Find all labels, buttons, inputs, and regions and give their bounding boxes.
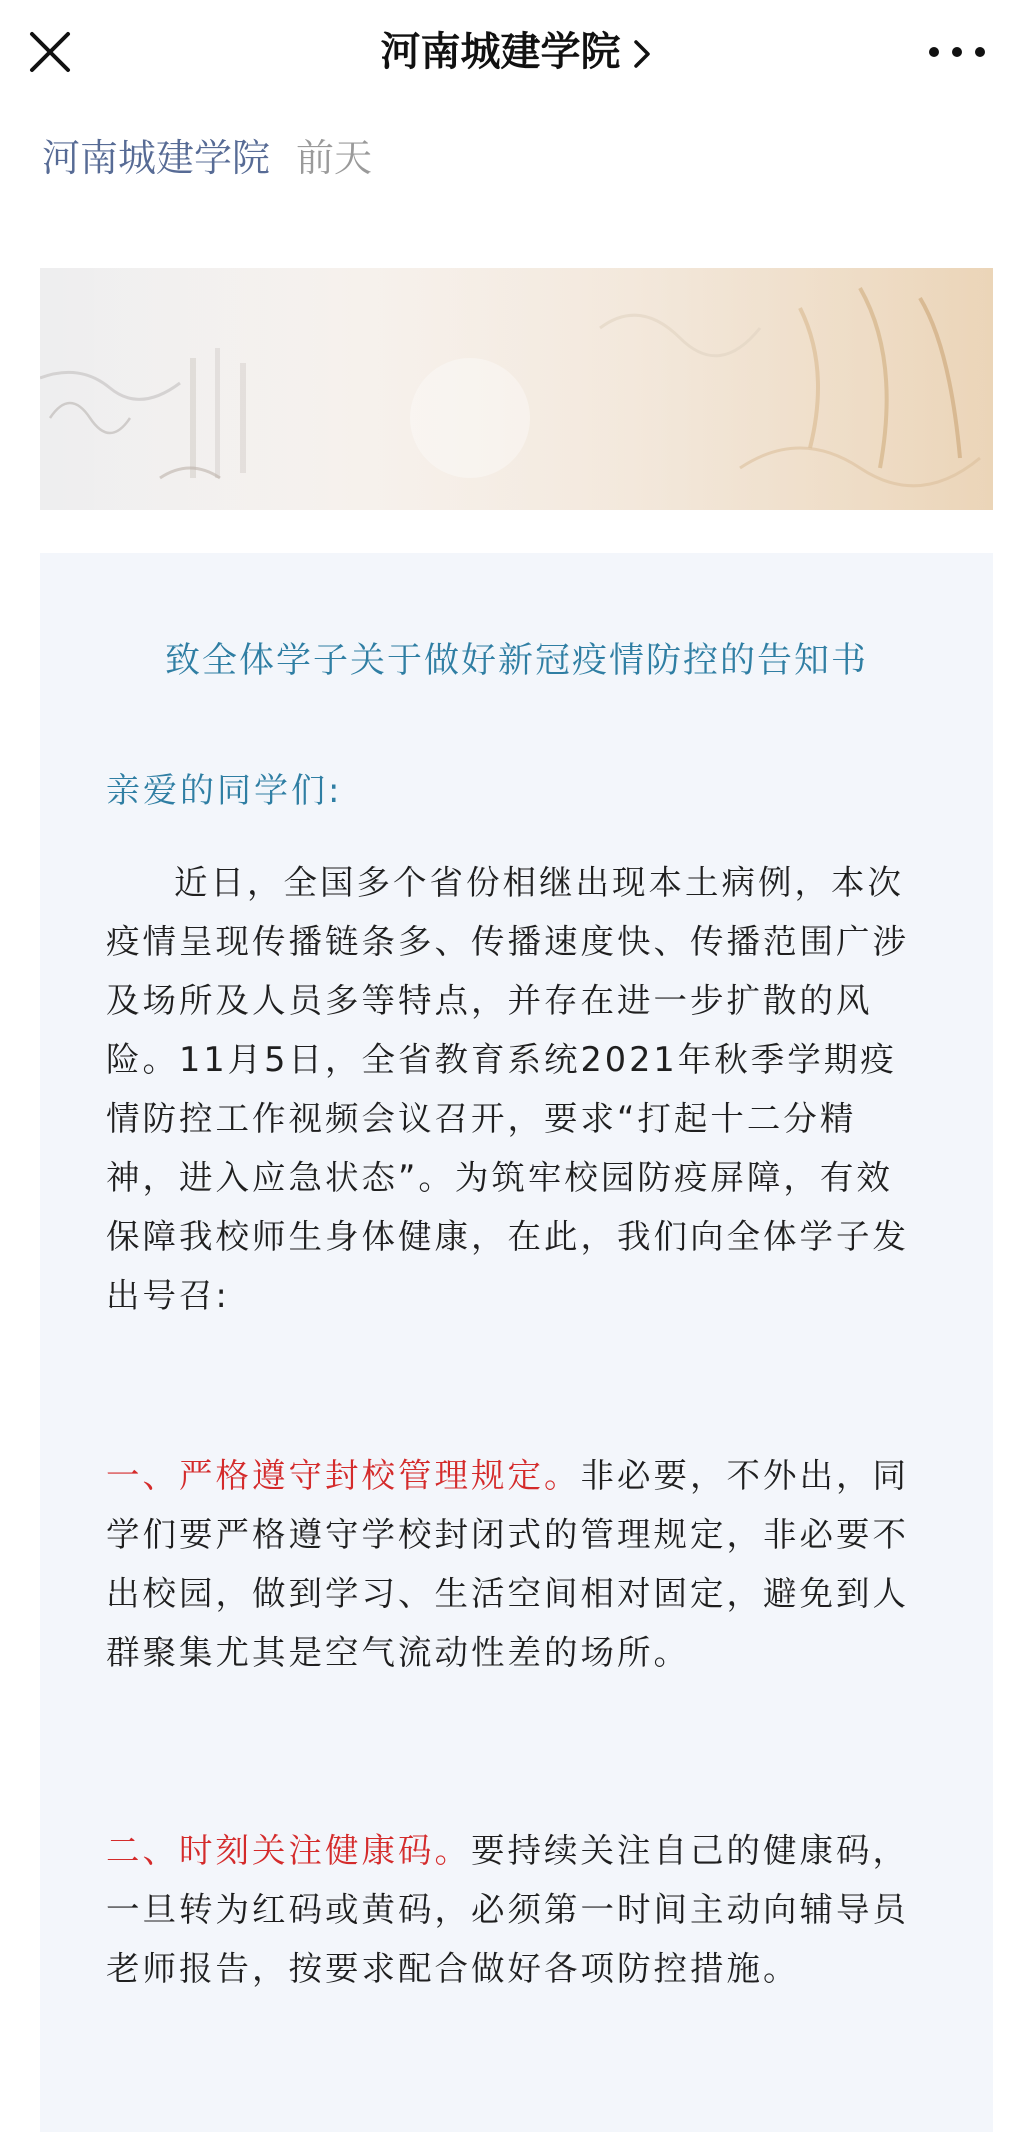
header-banner-image xyxy=(40,268,993,510)
close-button[interactable] xyxy=(22,24,78,80)
intro-paragraph: 近日，全国多个省份相继出现本土病例，本次疫情呈现传播链条多、传播速度快、传播范围广涉及场所及人员多等特点，并存在进一步扩散的风险。11月5日，全省教育系统2021年秋季学期疫情防控工作视频会议召开，要求“打起十二分精神，进入应急状态”。为筑牢校园防疫屏障，有效保障我校师生身体健康，在此，我们向全体学子发出号召: xyxy=(106,863,909,1315)
section-two-body: 要持续关注自己的健康码，一旦转为红码或黄码，必须第一时间主动向辅导员老师报告，按要求配合做好各项防控措施。 xyxy=(106,1831,909,1988)
account-name-link[interactable] xyxy=(381,29,653,75)
article-meta xyxy=(42,130,372,186)
close-icon xyxy=(22,24,78,80)
nav-title xyxy=(0,22,1033,82)
nav-title-text: 河南城建学院 xyxy=(380,29,621,75)
letter-title: 致全体学子关于做好新冠疫情防控的告知书 xyxy=(164,641,868,681)
banner-artwork xyxy=(40,268,993,510)
section-one-body: 非必要，不外出，同学们要严格遵守学校封闭式的管理规定，非必要不出校园，做到学习、生活空间相对固定，避免到人群聚集尤其是空气流动性差的场所。 xyxy=(106,1456,909,1672)
section-one-heading: 一、严格遵守封校管理规定。 xyxy=(106,1456,581,1495)
salutation: 亲爱的同学们: xyxy=(106,771,343,811)
section-one-paragraph xyxy=(106,1446,926,1682)
publish-date: 前天 xyxy=(296,136,373,180)
section-two-paragraph xyxy=(106,1821,926,1998)
section-two-heading: 二、时刻关注健康码。 xyxy=(106,1831,471,1870)
more-options-button[interactable] xyxy=(922,30,992,74)
chevron-right-icon xyxy=(631,37,653,71)
more-dots-icon xyxy=(922,30,992,74)
notice-letter xyxy=(40,553,993,2132)
top-navigation-bar xyxy=(0,0,1033,105)
account-link[interactable]: 河南城建学院 xyxy=(42,136,271,180)
